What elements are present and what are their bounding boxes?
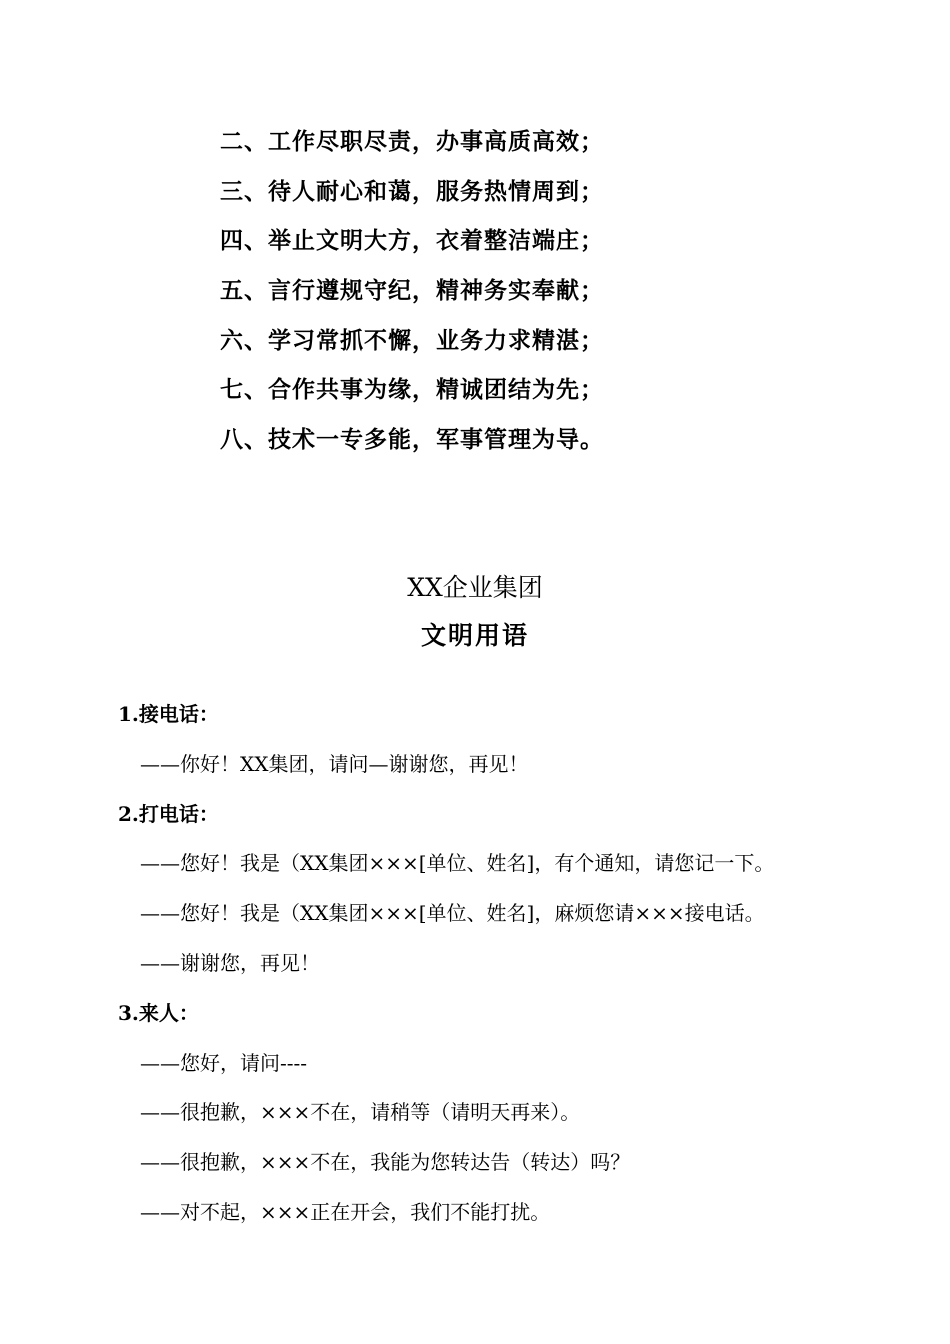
phrase-line: ——对不起，×××正在开会，我们不能打扰。 (140, 1199, 551, 1224)
phrase-line: ——您好，请问---- (140, 1050, 308, 1075)
phrases-content (118, 692, 918, 1240)
section-heading-visitor: 3.来人： (118, 1000, 199, 1025)
section-heading-answer-phone: 1.接电话： (118, 702, 219, 726)
principle-item: 五、言行遵规守纪，精神务实奉献； (220, 277, 604, 305)
phrase-line: ——很抱歉，×××不在，我能为您转达告（转达）吗？ (140, 1150, 631, 1175)
phrase-line: ——您好！我是（XX集团×××[单位、姓名]，有个通知，请您记一下。 (140, 851, 775, 876)
phrase-line: ——你好！XX集团，请问—谢谢您，再见！ (140, 751, 529, 776)
principle-item: 二、工作尽职尽责，办事高质高效； (220, 128, 604, 155)
principle-item: 三、待人耐心和蔼，服务热情周到； (220, 177, 604, 205)
section-heading-make-call: 2.打电话： (118, 801, 219, 826)
principle-item: 六、学习常抓不懈，业务力求精湛； (220, 326, 604, 354)
phrase-line: ——很抱歉，×××不在，请稍等（请明天再来）。 (140, 1100, 581, 1125)
document-title (0, 566, 950, 662)
phrase-line: ——您好！我是（XX集团×××[单位、姓名]，麻烦您请×××接电话。 (140, 901, 765, 926)
principle-item: 四、举止文明大方，衣着整洁端庄； (220, 227, 604, 255)
principles-list (220, 120, 820, 468)
phrase-line: ——谢谢您，再见！ (140, 950, 320, 975)
principle-item: 八、技术一专多能，军事管理为导。 (220, 426, 604, 454)
section-title: 文明用语 (420, 621, 529, 650)
company-name: XX企业集团 (407, 573, 543, 602)
principle-item: 七、合作共事为缘，精诚团结为先； (220, 376, 604, 404)
